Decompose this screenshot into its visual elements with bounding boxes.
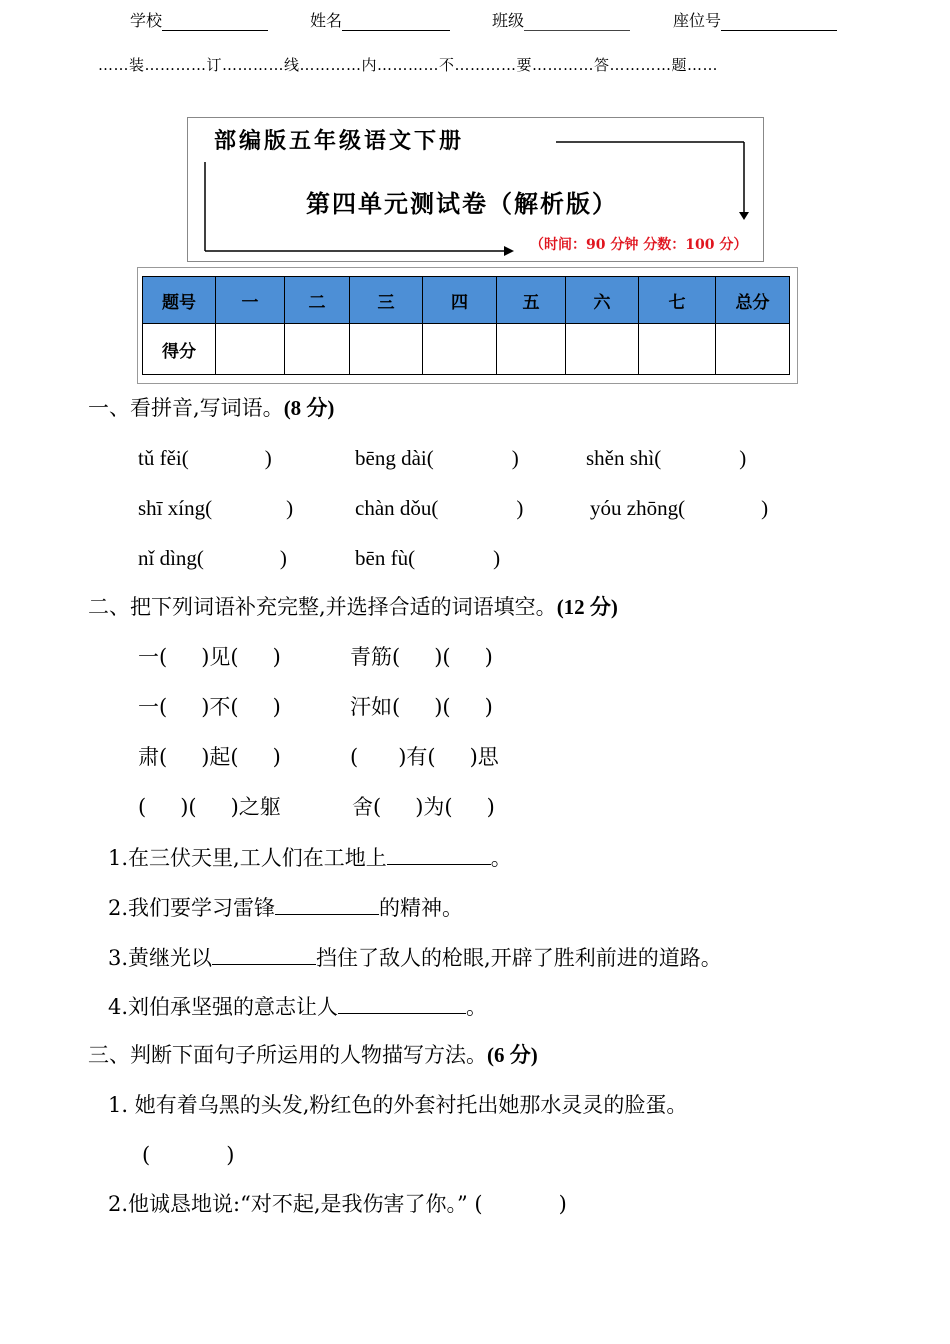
binding-line: ……装…………订…………线…………内…………不…………要…………答…………题…… [98,56,719,74]
pinyin-item[interactable]: nǐ dìng( ) [138,546,287,570]
pinyin-item[interactable]: bēng dài( ) [355,446,519,470]
exam-meta: （时间：90 分钟 分数：100 分） [530,237,748,253]
title-banner [187,117,764,262]
section-2-points: (12 分) [556,595,618,619]
seat-field [673,8,837,31]
score-cell[interactable] [716,324,790,375]
section-3-title: 三、判断下面句子所运用的人物描写方法。 [88,1043,487,1067]
answer-blank[interactable] [387,842,491,865]
class-blank[interactable] [524,12,630,31]
score-cell[interactable] [566,324,639,375]
idiom-item[interactable]: 汗如( )( ) [350,695,493,719]
idiom-item[interactable]: ( )有( )思 [350,745,499,769]
seat-label: 座位号 [673,11,722,30]
question-3-1: 1. 她有着乌黑的头发,粉红色的外套衬托出她那水灵灵的脸蛋。 [108,1093,688,1117]
answer-blank[interactable] [275,892,379,915]
question-3-2: 2.他诚恳地说:“对不起,是我伤害了你。” ( ) [108,1192,567,1216]
score-row [143,324,790,375]
idiom-item[interactable]: 一( )见( ) [138,645,281,669]
section-1-title: 一、看拼音,写词语。 [88,396,284,420]
fill-sentence-3: 3.黄继光以 挡住了敌人的枪眼,开辟了胜利前进的道路。 [108,942,722,972]
header-cell: 题号 [143,277,216,324]
header-cell: 四 [423,277,497,324]
school-blank[interactable] [162,12,268,31]
pinyin-item[interactable]: bēn fù( ) [355,546,501,570]
header-cell: 七 [639,277,716,324]
title-line-2: 第四单元测试卷（解析版） [306,189,618,218]
score-cell[interactable] [285,324,350,375]
header-cell: 二 [285,277,350,324]
pinyin-item[interactable]: yóu zhōng( ) [590,496,769,520]
idiom-item[interactable]: 青筋( )( ) [350,645,493,669]
section-3-points: (6 分) [487,1043,538,1067]
fill-sentence-1: 1.在三伏天里,工人们在工地上 。 [108,842,512,872]
idiom-item[interactable]: 舍( )为( ) [352,795,495,819]
class-field [492,8,630,31]
section-2-title: 二、把下列词语补充完整,并选择合适的词语填空。 [88,595,557,619]
pinyin-item[interactable]: chàn dǒu( ) [355,496,524,520]
score-cell[interactable] [216,324,285,375]
pinyin-item[interactable]: shěn shì( ) [586,446,747,470]
school-label: 学校 [130,11,163,30]
pinyin-item[interactable]: shī xíng( ) [138,496,294,520]
score-header-row [143,277,790,324]
score-cell[interactable] [497,324,566,375]
seat-blank[interactable] [721,12,837,31]
score-table [142,276,790,375]
pinyin-item[interactable]: tǔ fěi( ) [138,446,272,470]
score-table-frame [137,267,798,384]
answer-blank[interactable] [338,991,466,1014]
header-cell: 一 [216,277,285,324]
name-label: 姓名 [310,11,343,30]
answer-paren-3-1[interactable]: ( ) [142,1143,235,1167]
header-cell: 五 [497,277,566,324]
section-3-heading [88,1041,538,1069]
header-cell: 六 [566,277,639,324]
score-cell[interactable] [639,324,716,375]
answer-blank[interactable] [212,942,316,965]
idiom-item[interactable]: 一( )不( ) [138,695,281,719]
class-label: 班级 [492,11,525,30]
section-2-heading [88,593,618,621]
title-line-1: 部编版五年级语文下册 [214,128,465,154]
school-field [130,8,268,31]
idiom-item[interactable]: 肃( )起( ) [138,745,281,769]
score-cell[interactable] [350,324,423,375]
section-1-points: (8 分) [283,396,335,420]
student-info-header [0,8,950,38]
fill-sentence-4: 4.刘伯承坚强的意志让人 。 [108,991,487,1021]
score-row-label: 得分 [143,324,216,375]
name-blank[interactable] [342,12,450,31]
name-field [310,8,450,31]
header-cell: 总分 [716,277,790,324]
header-cell: 三 [350,277,423,324]
idiom-item[interactable]: ( )( )之躯 [138,795,281,819]
score-cell[interactable] [423,324,497,375]
section-1-heading [88,394,334,422]
fill-sentence-2: 2.我们要学习雷锋 的精神。 [108,892,463,922]
